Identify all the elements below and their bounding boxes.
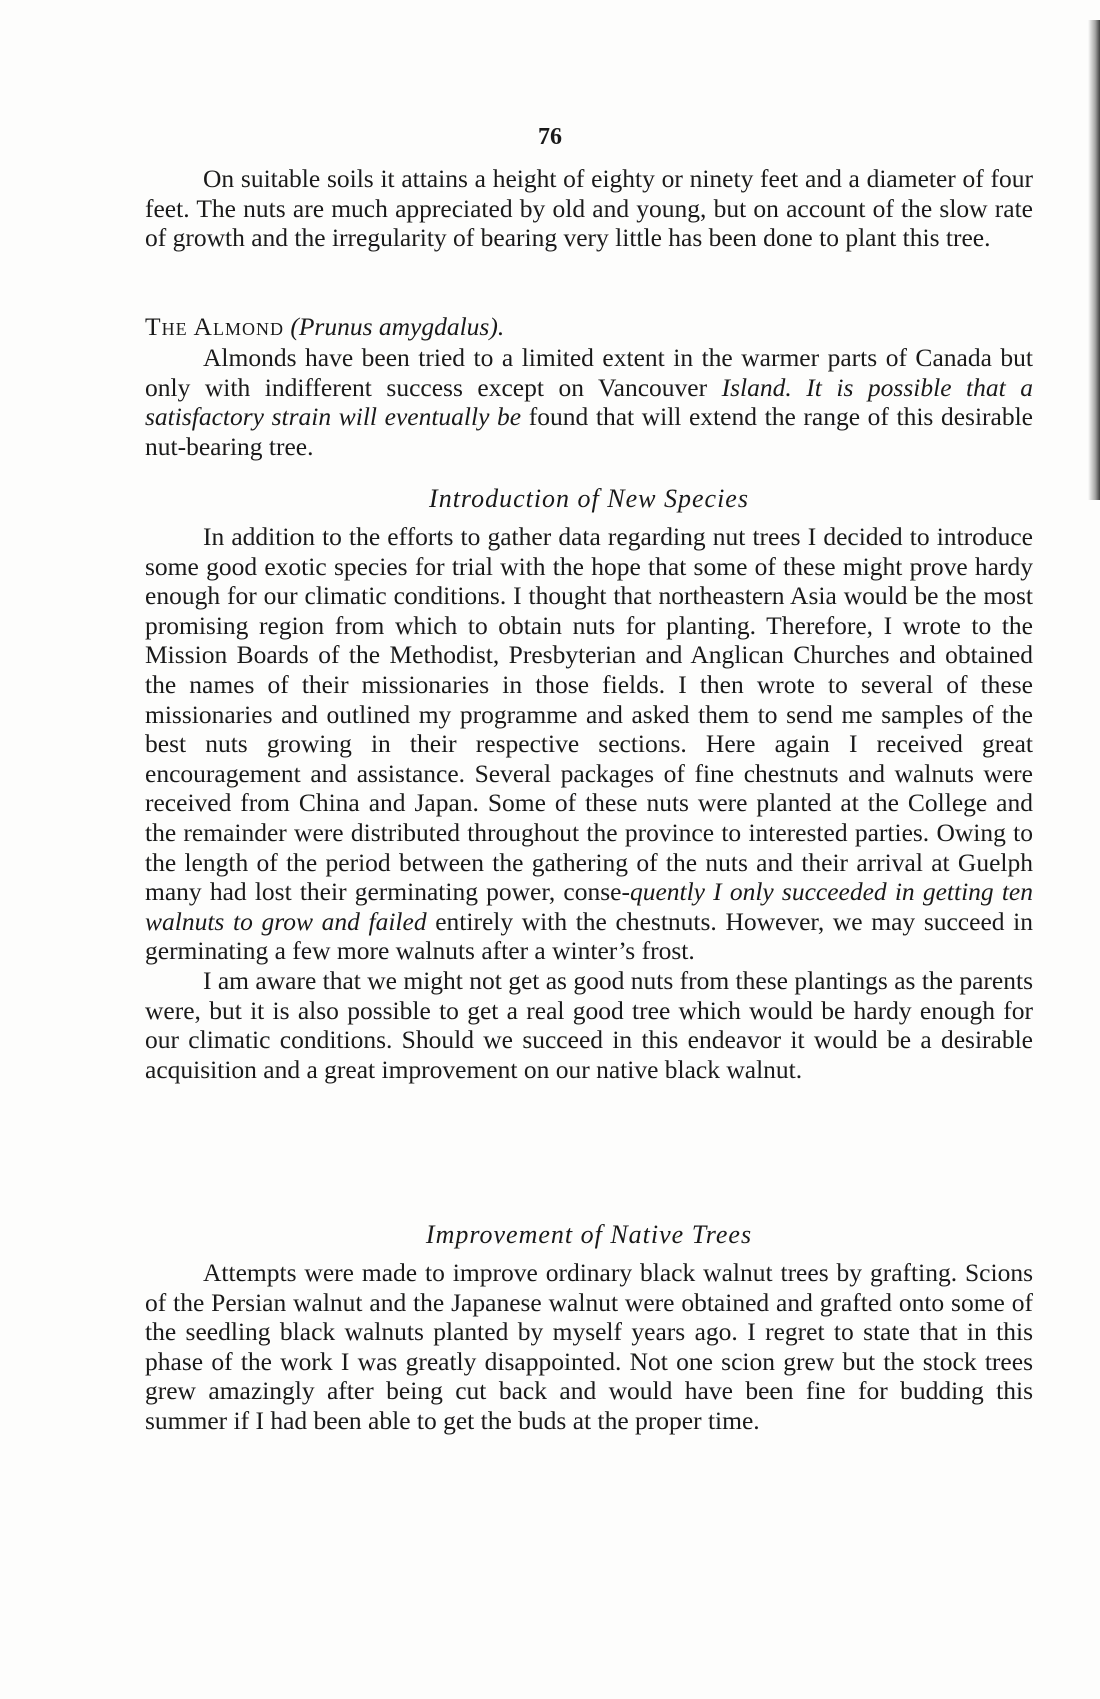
- almond-heading-latin: (Prunus amygdalus).: [290, 312, 505, 341]
- introduction-paragraph-2: I am aware that we might not get as good nuts from these plantings as the parents were, but it is also possible to get a real good tree which would be hardy enough for our climatic conditions. Should we succeed in this endeavor it would be a desirable acquisition and a great improvement on our native black walnut.: [145, 965, 1033, 1084]
- introduction-paragraph-1: [145, 522, 1033, 966]
- almond-heading: [145, 312, 1033, 342]
- opening-paragraph-block: [145, 164, 1033, 253]
- improvement-paragraph: Attempts were made to improve ordinary black walnut trees by grafting. Scions of the Persian walnut and the Japanese walnut were obtained and grafted onto some of the seedling black walnuts planted by myself years ago. I regret to state that in this phase of the work I was greatly disappointed. Not one scion grew but the stock trees grew amazingly after being cut back and would have been fine for budding this summer if I had been able to get the buds at the proper time.: [145, 1258, 1033, 1435]
- opening-paragraph: On suitable soils it attains a height of eighty or ninety feet and a diameter of four feet. The nuts are much appreciated by old and young, but on account of the slow rate of growth and the irregularity of bearing very little has been done to plant this tree.: [145, 164, 1033, 253]
- almond-paragraph-text: Almonds have been tried to a limited extent in the warmer parts of Canada but only with indifferent success except on Vancouver: [145, 343, 1033, 402]
- almond-paragraph-end: found that will extend the range of this desirable nut-bearing tree.: [145, 402, 1034, 461]
- page-number: 76: [538, 124, 562, 150]
- improvement-block: [145, 1258, 1033, 1436]
- almond-paragraph-italic: Island. It is possible that a satisfactory strain will eventually be: [145, 372, 1033, 432]
- section-heading-improvement: Improvement of Native Trees: [425, 1220, 753, 1249]
- almond-paragraph-block: [145, 343, 1033, 461]
- section-heading-introduction: Introduction of New Species: [429, 484, 749, 513]
- introduction-paragraph-1-text: In addition to the efforts to gather data regarding nut trees I decided to introduce some good exotic species for trial with the hope that some of these might prove hardy enough for our climatic conditions. I thought that northeastern Asia would be the most promising region from which to obtain nuts for planting. Therefore, I wrote to the Mission Boards of the Methodist, Presbyterian and Anglican Churches and obtained the names of their missionaries in those fields. I then wrote to several of these missionaries and outlined my programme and asked them to send me samples of the best nuts growing in their respective sections. Here again I received great encouragement and assistance. Several packages of fine chestnuts and walnuts were received from China and Japan. Some of these nuts were planted at the College and the remainder were distributed throughout the province to interested parties. Owing to the length of the period between the gathering of the nuts and their arrival at Guelph many had lost their germinating power, conse-: [145, 522, 1033, 907]
- almond-heading-name: The Almond: [145, 312, 284, 341]
- introduction-paragraph-1-end: entirely with the chestnuts. However, we may succeed in germinating a few more walnuts after a winter’s frost.: [145, 906, 1033, 966]
- almond-paragraph: [145, 343, 1033, 461]
- page-edge-shadow: [1088, 20, 1100, 500]
- introduction-block: [145, 522, 1033, 1084]
- introduction-paragraph-1-italic: quently I only succeeded in getting ten walnuts to grow and failed: [145, 877, 1034, 936]
